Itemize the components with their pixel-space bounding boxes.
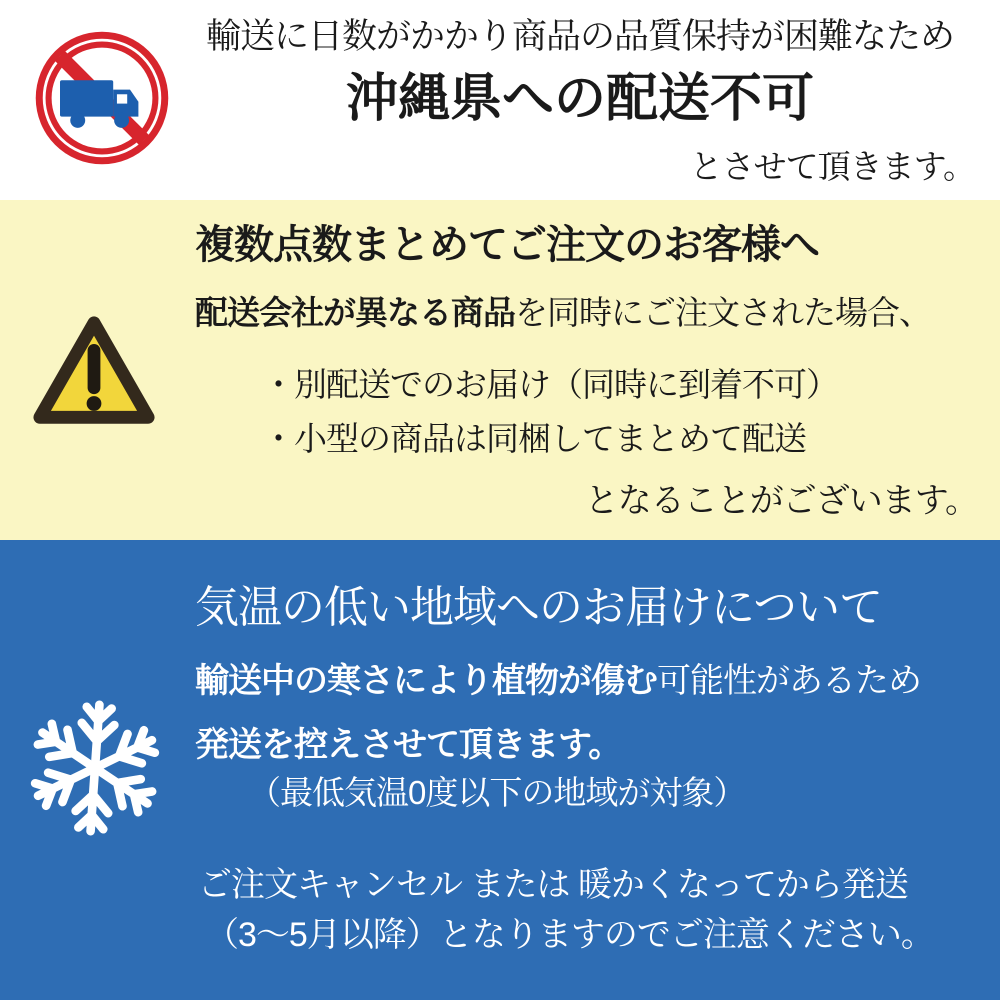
okinawa-suffix-text: とさせて頂きます。 xyxy=(689,148,975,185)
okinawa-shipping-section xyxy=(0,0,1000,200)
cold-region-reason xyxy=(195,662,921,701)
no-truck-icon xyxy=(32,28,172,168)
okinawa-reason-text: 輸送に日数がかかり商品の品質保持が困難なため xyxy=(205,17,954,56)
multi-order-condition-rest: を同時にご注文された場合、 xyxy=(515,294,931,331)
multi-order-condition-bold: 配送会社が異なる商品 xyxy=(195,294,515,331)
multi-order-condition xyxy=(195,294,931,332)
cold-region-action: 発送を控えさせて頂きます。 xyxy=(195,726,622,764)
multi-order-bullet-2: ・小型の商品は同梱してまとめて配送 xyxy=(262,420,806,457)
cold-region-heading: 気温の低い地域へのお届けについて xyxy=(195,583,883,632)
warning-triangle-icon xyxy=(30,312,158,432)
multi-order-bullet-1: ・別配送でのお届け（同時に到着不可） xyxy=(262,366,838,403)
cold-region-reason-bold: 輸送中の寒さにより植物が傷む xyxy=(195,662,657,700)
multi-order-outcome: となることがございます。 xyxy=(584,482,978,520)
snowflake-icon xyxy=(23,696,167,840)
multi-order-section xyxy=(0,200,1000,540)
okinawa-headline: 沖縄県への配送不可 xyxy=(345,70,814,128)
cold-region-option-line1: ご注文キャンセル または 暖かくなってから発送 xyxy=(198,866,908,904)
multi-order-heading: 複数点数まとめてご注文のお客様へ xyxy=(195,223,819,267)
cold-region-option-line2: （3～5月以降）となりますのでご注意ください。 xyxy=(205,916,934,954)
cold-region-reason-rest: 可能性があるため xyxy=(657,662,921,700)
cold-region-section xyxy=(0,540,1000,1000)
cold-region-scope-note: （最低気温0度以下の地域が対象） xyxy=(248,774,746,811)
